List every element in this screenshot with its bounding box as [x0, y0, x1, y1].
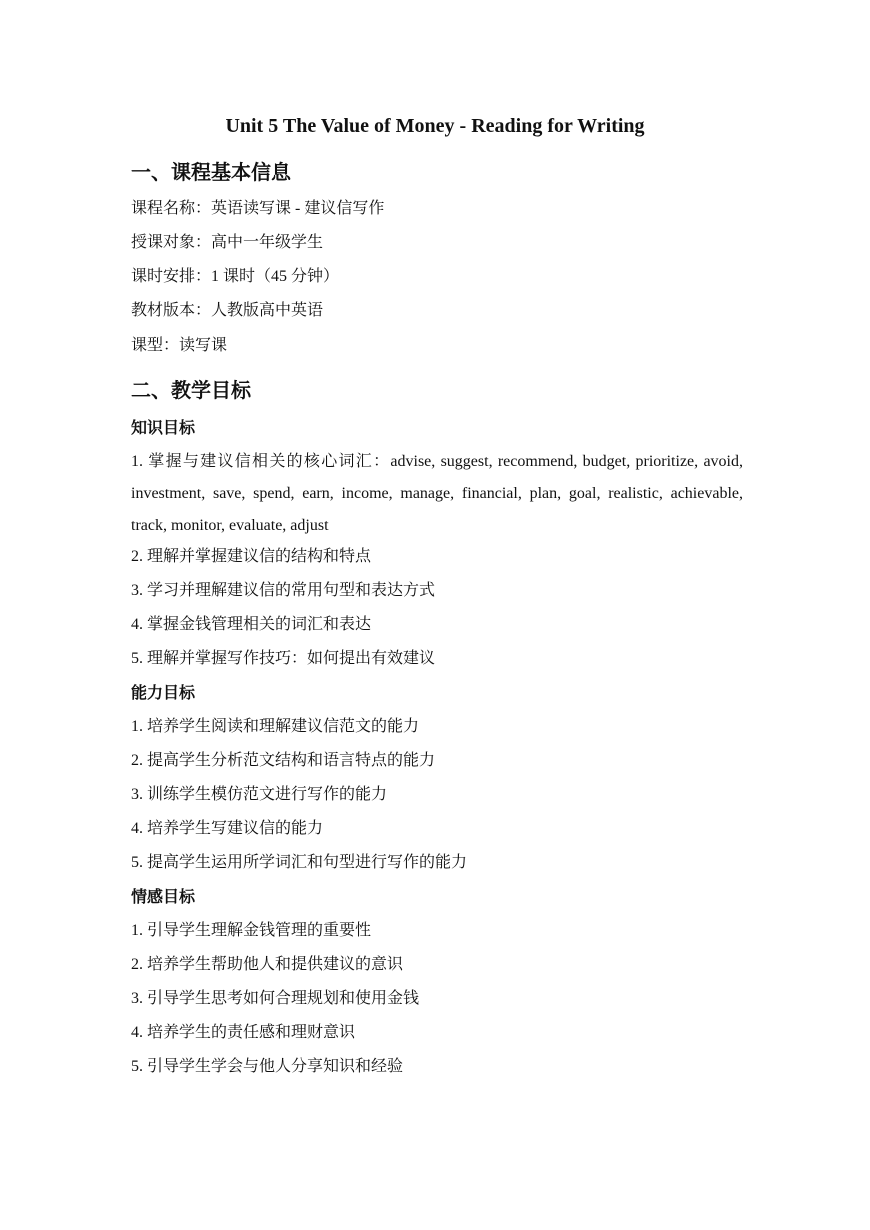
section-heading-basic-info: 一、课程基本信息 [131, 160, 291, 184]
knowledge-item-1: 1. 掌握与建议信相关的核心词汇：advise, suggest, recommend, budget, prioritize, avoid, investment, save, spend, earn, income, manage, financial, plan, goal, realistic, achievable, track, monitor, evaluate, adjust [131, 453, 743, 534]
ability-item: 4. 培养学生写建议信的能力 [131, 820, 324, 837]
emotion-item: 3. 引导学生思考如何合理规划和使用金钱 [131, 990, 420, 1007]
document-title: Unit 5 The Value of Money - Reading for Writing [225, 115, 645, 137]
ability-item: 5. 提高学生运用所学词汇和句型进行写作的能力 [131, 854, 468, 871]
knowledge-item: 2. 理解并掌握建议信的结构和特点 [131, 548, 372, 565]
knowledge-item: 5. 理解并掌握写作技巧：如何提出有效建议 [131, 650, 436, 667]
info-course-name: 课程名称：英语读写课 - 建议信写作 [131, 200, 385, 217]
knowledge-item: 3. 学习并理解建议信的常用句型和表达方式 [131, 582, 436, 599]
info-textbook: 教材版本：人教版高中英语 [131, 302, 324, 319]
emotion-item: 2. 培养学生帮助他人和提供建议的意识 [131, 956, 404, 973]
ability-item: 2. 提高学生分析范文结构和语言特点的能力 [131, 752, 436, 769]
ability-item: 1. 培养学生阅读和理解建议信范文的能力 [131, 718, 420, 735]
info-lesson-type: 课型：读写课 [131, 337, 228, 354]
info-schedule: 课时安排：1 课时（45 分钟） [131, 268, 340, 285]
emotion-item: 1. 引导学生理解金钱管理的重要性 [131, 922, 372, 939]
subheading-emotion: 情感目标 [131, 887, 196, 906]
knowledge-item: 4. 掌握金钱管理相关的词汇和表达 [131, 616, 372, 633]
subheading-ability: 能力目标 [131, 683, 196, 702]
info-audience: 授课对象：高中一年级学生 [131, 234, 324, 251]
ability-item: 3. 训练学生模仿范文进行写作的能力 [131, 786, 388, 803]
emotion-item: 4. 培养学生的责任感和理财意识 [131, 1024, 356, 1041]
emotion-item: 5. 引导学生学会与他人分享知识和经验 [131, 1058, 404, 1075]
subheading-knowledge: 知识目标 [131, 418, 196, 437]
section-heading-objectives: 二、教学目标 [131, 378, 251, 402]
